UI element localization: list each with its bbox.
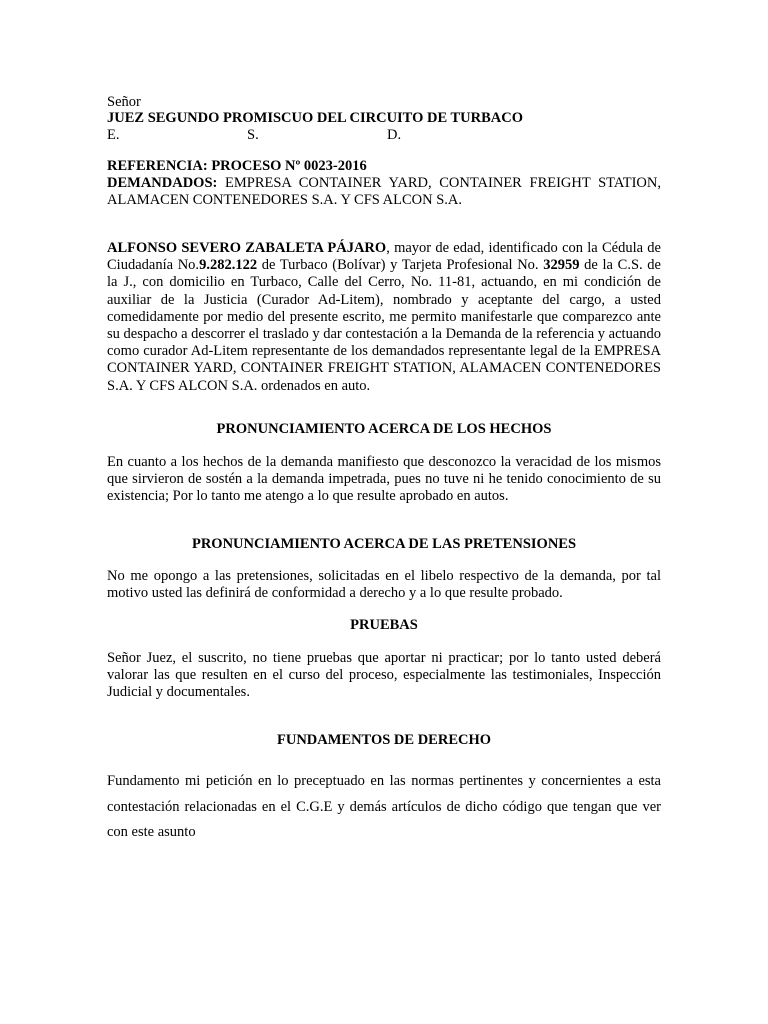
court-name: JUEZ SEGUNDO PROMISCUO DEL CIRCUITO DE TURBACO: [107, 110, 524, 126]
section-title-pruebas: PRUEBAS: [350, 617, 418, 633]
pretensiones-paragraph: No me opongo a las pretensiones, solicitadas en el libelo respectivo de la demanda, por tal motivo usted las definirá de conformidad a derecho y a lo que resulte probado.: [107, 568, 661, 602]
esd-s: S.: [247, 127, 259, 143]
salutation: Señor: [107, 94, 141, 110]
reference-label: REFERENCIA: PROCESO Nº 0023-2016: [107, 158, 367, 174]
section-title-fundamentos: FUNDAMENTOS DE DERECHO: [276, 732, 492, 748]
section-title-hechos: PRONUNCIAMIENTO ACERCA DE LOS HECHOS: [216, 421, 552, 437]
esd-line: [107, 127, 661, 144]
defendants-paragraph: DEMANDADOS: EMPRESA CONTAINER YARD, CONTAINER FREIGHT STATION, ALAMACEN CONTENEDORES S.A. Y CFS ALCON S.A.: [107, 175, 661, 209]
esd-e: E.: [107, 127, 120, 143]
hechos-paragraph: En cuanto a los hechos de la demanda manifiesto que desconozco la veracidad de los mismos que sirvieron de sostén a la demanda impetrada, pues no tuve ni he tenido conocimiento de su existencia; Por lo tanto me atengo a lo que resulte aprobado en autos.: [107, 454, 661, 505]
section-title-pretensiones: PRONUNCIAMIENTO ACERCA DE LAS PRETENSIONES: [191, 536, 577, 552]
pruebas-paragraph: Señor Juez, el suscrito, no tiene pruebas que aportar ni practicar; por lo tanto usted deberá valorar las que resulten en el curso del proceso, especialmente las testimoniales, Inspección Judicial y documentales.: [107, 650, 661, 701]
intro-paragraph: ALFONSO SEVERO ZABALETA PÁJARO, mayor de edad, identificado con la Cédula de Ciudadanía No.9.282.122 de Turbaco (Bolívar) y Tarjeta Profesional No. 32959 de la C.S. de la J., con domicilio en Turbaco, Calle del Cerro, No. 11-81, actuando, en mi condición de auxiliar de la Justicia (Curador Ad-Litem), nombrado y aceptante del cargo, a usted comedidamente por medio del presente escrito, me permito manifestarle que comparezco ante su despacho a descorrer el traslado y dar contestación a la Demanda de la referencia y actuando como curador Ad-Litem representante de los demandados representante legal de la EMPRESA CONTAINER YARD, CONTAINER FREIGHT STATION, ALAMACEN CONTENEDORES S.A. Y CFS ALCON S.A. ordenados en auto.: [107, 240, 661, 394]
esd-d: D.: [387, 127, 402, 143]
fundamentos-paragraph: Fundamento mi petición en lo preceptuado en las normas pertinentes y concernientes a esta contestación relacionadas en el C.G.E y demás artículos de dicho código que tengan que ver con este asunto: [107, 773, 661, 840]
